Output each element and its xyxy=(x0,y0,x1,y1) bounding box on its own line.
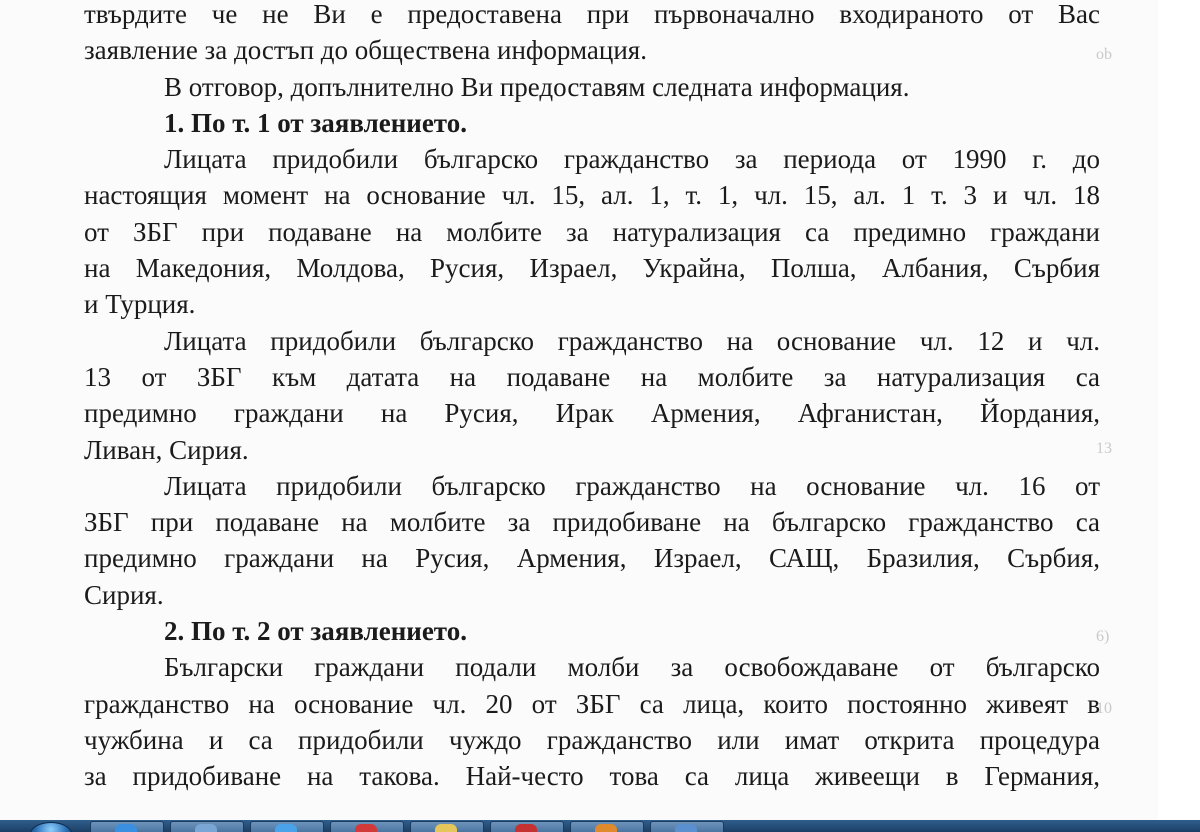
document-body xyxy=(84,0,1100,795)
taskbar-button[interactable] xyxy=(90,821,164,832)
bleed-through-mark: ob xyxy=(1096,46,1112,63)
taskbar-button[interactable] xyxy=(490,821,564,832)
taskbar-button[interactable] xyxy=(330,821,404,832)
bleed-through-mark: 13 xyxy=(1096,440,1112,457)
text-line: предимно граждани на Русия, Армения, Израел, САЩ, Бразилия, Сърбия, xyxy=(84,543,1100,574)
pdf-icon xyxy=(515,824,537,832)
start-button[interactable] xyxy=(30,822,72,832)
taskbar-button[interactable] xyxy=(650,821,724,832)
text-line: заявление за достъп до обществена информация. xyxy=(84,35,647,66)
paint-icon xyxy=(675,824,697,832)
text-line: настоящия момент на основание чл. 15, ал. 1, т. 1, чл. 15, ал. 1 т. 3 и чл. 18 xyxy=(84,180,1100,211)
section-heading: 1. По т. 1 от заявлението. xyxy=(164,107,467,138)
opera-icon xyxy=(355,824,377,832)
text-line: ЗБГ при подаване на молбите за придобиване на българско гражданство са xyxy=(84,507,1100,538)
ie-icon xyxy=(115,824,137,832)
text-line: Ливан, Сирия. xyxy=(84,434,249,465)
text-line: от ЗБГ при подаване на молбите за натурализация са предимно граждани xyxy=(84,216,1100,247)
text-line: и Турция. xyxy=(84,289,196,320)
bleed-through-mark: 6) xyxy=(1096,628,1110,645)
folder-icon xyxy=(435,824,457,832)
text-line: чужбина и са придобили чуждо гражданство или имат открита процедура xyxy=(84,724,1100,755)
media-icon xyxy=(595,824,617,832)
text-line: на Македония, Молдова, Русия, Израел, Украйна, Полша, Албания, Сърбия xyxy=(84,253,1100,284)
taskbar xyxy=(0,820,1200,832)
text-line: гражданство на основание чл. 20 от ЗБГ са лица, които постоянно живеят в xyxy=(84,688,1100,719)
text-line: предимно граждани на Русия, Ирак Армения, Афганистан, Йордания, xyxy=(84,398,1100,429)
taskbar-button[interactable] xyxy=(250,821,324,832)
text-line: 13 от ЗБГ към датата на подаване на молбите за натурализация са xyxy=(84,361,1100,392)
text-line: Български граждани подали молби за освобождаване от българско xyxy=(164,652,1100,683)
taskbar-button[interactable] xyxy=(170,821,244,832)
text-line: Сирия. xyxy=(84,579,164,610)
text-line: Лицата придобили българско гражданство на основание чл. 16 от xyxy=(164,470,1100,501)
globe-icon xyxy=(275,824,297,832)
app-icon xyxy=(195,824,217,832)
taskbar-button[interactable] xyxy=(570,821,644,832)
taskbar-button[interactable] xyxy=(410,821,484,832)
text-line: за придобиване на такова. Най-често това са лица живеещи в Германия, xyxy=(84,761,1100,792)
text-line: Лицата придобили българско гражданство за периода от 1990 г. до xyxy=(164,144,1100,175)
bleed-through-mark: 10 xyxy=(1096,700,1112,717)
scan-margin xyxy=(1158,0,1200,820)
text-line: В отговор, допълнително Ви предоставям следната информация. xyxy=(164,71,910,102)
section-heading: 2. По т. 2 от заявлението. xyxy=(164,616,467,647)
text-line: твърдите че не Ви е предоставена при първоначално входираното от Вас xyxy=(84,0,1100,29)
text-line: Лицата придобили българско гражданство на основание чл. 12 и чл. xyxy=(164,325,1100,356)
